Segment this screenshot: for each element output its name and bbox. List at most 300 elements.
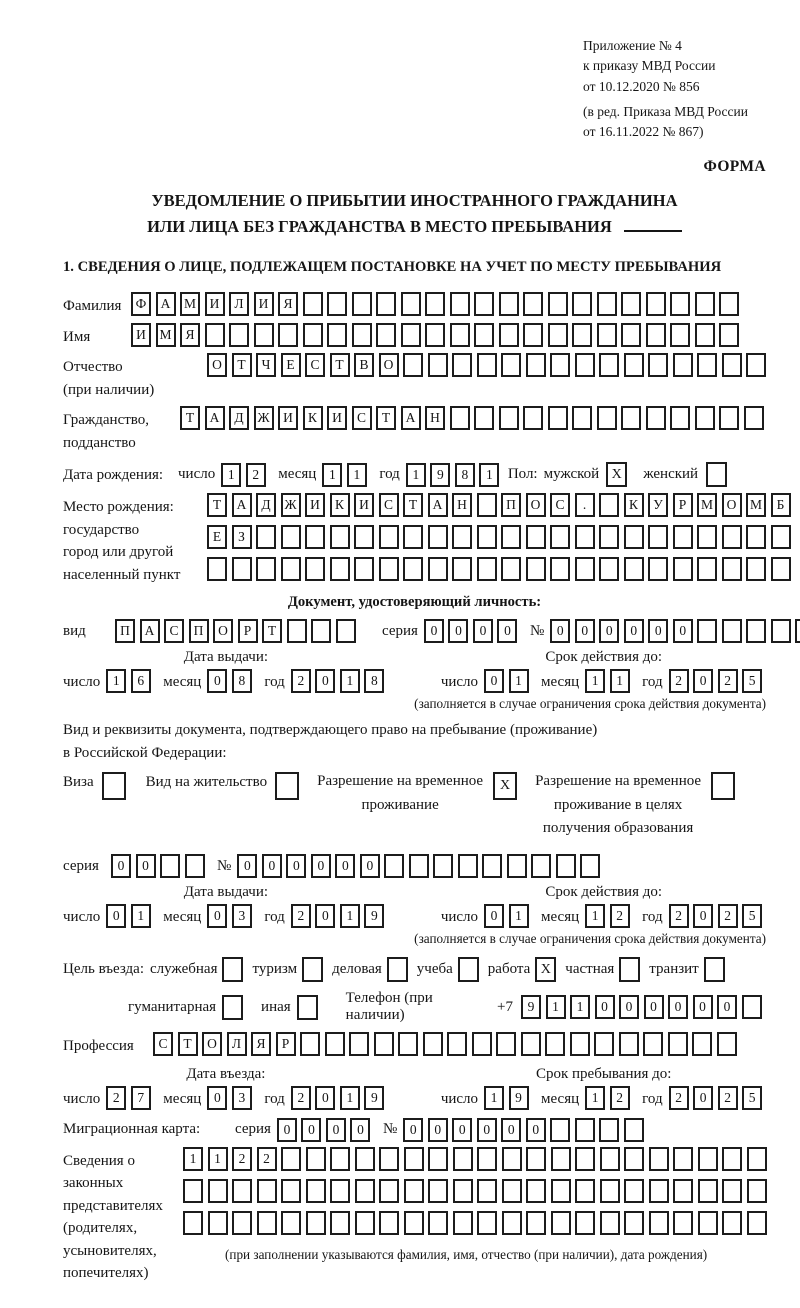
- surname-cell[interactable]: [597, 292, 617, 316]
- stay-expiry-day-cell[interactable]: 0: [484, 904, 504, 928]
- doc-number-cell[interactable]: 0: [550, 619, 570, 643]
- profession-cell[interactable]: [447, 1032, 467, 1056]
- issue-year-cell[interactable]: 2: [291, 669, 311, 693]
- temp-residence-edu-checkbox[interactable]: [711, 772, 735, 800]
- patronymic-cell[interactable]: Т: [232, 353, 252, 377]
- migration-number-cell[interactable]: [575, 1118, 595, 1142]
- citizenship-cell[interactable]: [646, 406, 666, 430]
- citizenship-cell[interactable]: [499, 406, 519, 430]
- entry-month-cell[interactable]: 3: [232, 1086, 252, 1110]
- representatives-cell[interactable]: [183, 1211, 203, 1235]
- citizenship-cell[interactable]: [719, 406, 739, 430]
- profession-cell[interactable]: [668, 1032, 688, 1056]
- profession-cell[interactable]: [300, 1032, 320, 1056]
- representatives-cell[interactable]: [649, 1179, 669, 1203]
- birth-place-cell[interactable]: [256, 557, 276, 581]
- citizenship-cell[interactable]: [548, 406, 568, 430]
- doc-number-cell[interactable]: [697, 619, 717, 643]
- birth-place-cell[interactable]: .: [575, 493, 595, 517]
- citizenship-cell[interactable]: К: [303, 406, 323, 430]
- issue-month-cell[interactable]: 0: [207, 669, 227, 693]
- phone-cell[interactable]: 0: [644, 995, 664, 1019]
- stay-expiry-year-cell[interactable]: 2: [669, 904, 689, 928]
- birth-place-cell[interactable]: [501, 557, 521, 581]
- birth-year-cell[interactable]: 9: [430, 463, 450, 487]
- representatives-cell[interactable]: [673, 1147, 693, 1171]
- stay-issue-month-cell[interactable]: 0: [207, 904, 227, 928]
- representatives-cell[interactable]: [306, 1147, 326, 1171]
- birth-place-cell[interactable]: [746, 525, 766, 549]
- representatives-cell[interactable]: [722, 1147, 742, 1171]
- birth-place-cell[interactable]: [477, 557, 497, 581]
- representatives-cell[interactable]: [257, 1179, 277, 1203]
- surname-cell[interactable]: [695, 292, 715, 316]
- stay-expiry-month-cell[interactable]: 1: [585, 904, 605, 928]
- representatives-cell[interactable]: [698, 1179, 718, 1203]
- citizenship-cell[interactable]: [597, 406, 617, 430]
- representatives-cell[interactable]: [330, 1147, 350, 1171]
- citizenship-cell[interactable]: Д: [229, 406, 249, 430]
- doc-number-cell[interactable]: 0: [648, 619, 668, 643]
- birth-place-cell[interactable]: А: [232, 493, 252, 517]
- birth-place-cell[interactable]: [207, 557, 227, 581]
- citizenship-cell[interactable]: Ж: [254, 406, 274, 430]
- birth-place-cell[interactable]: М: [746, 493, 766, 517]
- representatives-cell[interactable]: [232, 1179, 252, 1203]
- representatives-cell[interactable]: [649, 1211, 669, 1235]
- representatives-cell[interactable]: [526, 1179, 546, 1203]
- doc-kind-cell[interactable]: П: [189, 619, 209, 643]
- representatives-cell[interactable]: 1: [208, 1147, 228, 1171]
- doc-kind-cell[interactable]: А: [140, 619, 160, 643]
- representatives-cell[interactable]: [281, 1179, 301, 1203]
- birth-place-cell[interactable]: Т: [403, 493, 423, 517]
- given-name-cell[interactable]: [450, 323, 470, 347]
- doc-series-cell[interactable]: 0: [497, 619, 517, 643]
- profession-cell[interactable]: С: [153, 1032, 173, 1056]
- profession-cell[interactable]: О: [202, 1032, 222, 1056]
- birth-place-cell[interactable]: Н: [452, 493, 472, 517]
- stay-issue-year-cell[interactable]: 0: [315, 904, 335, 928]
- profession-cell[interactable]: Т: [178, 1032, 198, 1056]
- patronymic-cell[interactable]: [526, 353, 546, 377]
- profession-cell[interactable]: [398, 1032, 418, 1056]
- representatives-cell[interactable]: [747, 1147, 767, 1171]
- patronymic-cell[interactable]: [428, 353, 448, 377]
- stay-number-cell[interactable]: [482, 854, 502, 878]
- representatives-cell[interactable]: [404, 1147, 424, 1171]
- phone-cell[interactable]: 1: [546, 995, 566, 1019]
- stay-series-cell[interactable]: 0: [111, 854, 131, 878]
- doc-series-cell[interactable]: 0: [424, 619, 444, 643]
- representatives-cell[interactable]: [379, 1211, 399, 1235]
- birth-place-cell[interactable]: [648, 557, 668, 581]
- representatives-cell[interactable]: 2: [257, 1147, 277, 1171]
- sex-male-checkbox[interactable]: X: [606, 462, 627, 487]
- birth-place-cell[interactable]: [575, 525, 595, 549]
- given-name-cell[interactable]: [621, 323, 641, 347]
- patronymic-cell[interactable]: Т: [330, 353, 350, 377]
- profession-cell[interactable]: [717, 1032, 737, 1056]
- entry-year-cell[interactable]: 9: [364, 1086, 384, 1110]
- representatives-cell[interactable]: [477, 1147, 497, 1171]
- representatives-cell[interactable]: [428, 1211, 448, 1235]
- stay-number-cell[interactable]: 0: [237, 854, 257, 878]
- birth-place-cell[interactable]: [477, 525, 497, 549]
- stay-expiry-year-cell[interactable]: 2: [718, 904, 738, 928]
- visa-checkbox[interactable]: [102, 772, 126, 800]
- given-name-cell[interactable]: [376, 323, 396, 347]
- birth-place-cell[interactable]: [575, 557, 595, 581]
- profession-cell[interactable]: [692, 1032, 712, 1056]
- citizenship-cell[interactable]: А: [205, 406, 225, 430]
- representatives-cell[interactable]: [428, 1147, 448, 1171]
- representatives-cell[interactable]: [208, 1211, 228, 1235]
- surname-cell[interactable]: [425, 292, 445, 316]
- doc-number-cell[interactable]: 0: [575, 619, 595, 643]
- surname-cell[interactable]: А: [156, 292, 176, 316]
- given-name-cell[interactable]: [499, 323, 519, 347]
- migration-number-cell[interactable]: [599, 1118, 619, 1142]
- birth-place-cell[interactable]: К: [330, 493, 350, 517]
- doc-number-cell[interactable]: [746, 619, 766, 643]
- birth-place-cell[interactable]: [379, 525, 399, 549]
- birth-place-cell[interactable]: [452, 557, 472, 581]
- representatives-cell[interactable]: [502, 1147, 522, 1171]
- patronymic-cell[interactable]: [452, 353, 472, 377]
- birth-place-cell[interactable]: А: [428, 493, 448, 517]
- representatives-cell[interactable]: [722, 1211, 742, 1235]
- birth-place-cell[interactable]: [771, 525, 791, 549]
- entry-day-cell[interactable]: 7: [131, 1086, 151, 1110]
- stay-number-cell[interactable]: 0: [360, 854, 380, 878]
- representatives-cell[interactable]: [575, 1147, 595, 1171]
- temp-residence-checkbox[interactable]: X: [493, 772, 517, 800]
- representatives-cell[interactable]: [502, 1211, 522, 1235]
- stay-until-year-cell[interactable]: 2: [669, 1086, 689, 1110]
- birth-place-cell[interactable]: [428, 525, 448, 549]
- purpose-humanitarian-checkbox[interactable]: [222, 995, 243, 1020]
- surname-cell[interactable]: [327, 292, 347, 316]
- profession-cell[interactable]: [374, 1032, 394, 1056]
- stay-until-year-cell[interactable]: 0: [693, 1086, 713, 1110]
- expiry-day-cell[interactable]: 1: [509, 669, 529, 693]
- birth-place-cell[interactable]: Д: [256, 493, 276, 517]
- representatives-cell[interactable]: [330, 1179, 350, 1203]
- phone-cell[interactable]: 1: [570, 995, 590, 1019]
- issue-year-cell[interactable]: 1: [340, 669, 360, 693]
- citizenship-cell[interactable]: А: [401, 406, 421, 430]
- patronymic-cell[interactable]: [403, 353, 423, 377]
- given-name-cell[interactable]: [327, 323, 347, 347]
- representatives-cell[interactable]: [600, 1147, 620, 1171]
- citizenship-cell[interactable]: С: [352, 406, 372, 430]
- stay-issue-month-cell[interactable]: 3: [232, 904, 252, 928]
- representatives-cell[interactable]: [673, 1179, 693, 1203]
- doc-kind-cell[interactable]: Т: [262, 619, 282, 643]
- given-name-cell[interactable]: [303, 323, 323, 347]
- patronymic-cell[interactable]: [648, 353, 668, 377]
- given-name-cell[interactable]: [352, 323, 372, 347]
- stay-until-month-cell[interactable]: 2: [610, 1086, 630, 1110]
- stay-until-year-cell[interactable]: 2: [718, 1086, 738, 1110]
- stay-expiry-year-cell[interactable]: 0: [693, 904, 713, 928]
- stay-expiry-month-cell[interactable]: 2: [610, 904, 630, 928]
- issue-month-cell[interactable]: 8: [232, 669, 252, 693]
- stay-series-cell[interactable]: [160, 854, 180, 878]
- doc-series-cell[interactable]: 0: [473, 619, 493, 643]
- representatives-cell[interactable]: [575, 1179, 595, 1203]
- representatives-cell[interactable]: [624, 1147, 644, 1171]
- given-name-cell[interactable]: [670, 323, 690, 347]
- doc-kind-cell[interactable]: [336, 619, 356, 643]
- profession-cell[interactable]: [643, 1032, 663, 1056]
- birth-place-cell[interactable]: [232, 557, 252, 581]
- purpose-tourism-checkbox[interactable]: [302, 957, 323, 982]
- birth-place-cell[interactable]: [403, 525, 423, 549]
- given-name-cell[interactable]: [695, 323, 715, 347]
- migration-series-cell[interactable]: 0: [277, 1118, 297, 1142]
- citizenship-cell[interactable]: Т: [376, 406, 396, 430]
- given-name-cell[interactable]: [278, 323, 298, 347]
- citizenship-cell[interactable]: [474, 406, 494, 430]
- birth-year-cell[interactable]: 1: [406, 463, 426, 487]
- profession-cell[interactable]: Р: [276, 1032, 296, 1056]
- birth-place-cell[interactable]: С: [379, 493, 399, 517]
- stay-series-cell[interactable]: [185, 854, 205, 878]
- phone-cell[interactable]: 9: [521, 995, 541, 1019]
- expiry-month-cell[interactable]: 1: [610, 669, 630, 693]
- birth-place-cell[interactable]: [624, 557, 644, 581]
- migration-series-cell[interactable]: 0: [350, 1118, 370, 1142]
- profession-cell[interactable]: [545, 1032, 565, 1056]
- doc-kind-cell[interactable]: [287, 619, 307, 643]
- citizenship-cell[interactable]: [621, 406, 641, 430]
- surname-cell[interactable]: [646, 292, 666, 316]
- migration-number-cell[interactable]: 0: [452, 1118, 472, 1142]
- doc-number-cell[interactable]: 0: [599, 619, 619, 643]
- surname-cell[interactable]: [621, 292, 641, 316]
- citizenship-cell[interactable]: [450, 406, 470, 430]
- issue-year-cell[interactable]: 0: [315, 669, 335, 693]
- representatives-cell[interactable]: [526, 1211, 546, 1235]
- profession-cell[interactable]: [619, 1032, 639, 1056]
- given-name-cell[interactable]: М: [156, 323, 176, 347]
- doc-kind-cell[interactable]: С: [164, 619, 184, 643]
- purpose-study-checkbox[interactable]: [458, 957, 479, 982]
- migration-number-cell[interactable]: 0: [477, 1118, 497, 1142]
- birth-place-cell[interactable]: [452, 525, 472, 549]
- purpose-private-checkbox[interactable]: [619, 957, 640, 982]
- patronymic-cell[interactable]: О: [379, 353, 399, 377]
- representatives-cell[interactable]: [232, 1211, 252, 1235]
- stay-until-year-cell[interactable]: 5: [742, 1086, 762, 1110]
- birth-place-cell[interactable]: [722, 557, 742, 581]
- representatives-cell[interactable]: [404, 1179, 424, 1203]
- doc-kind-cell[interactable]: Р: [238, 619, 258, 643]
- birth-place-cell[interactable]: [354, 557, 374, 581]
- patronymic-cell[interactable]: [746, 353, 766, 377]
- surname-cell[interactable]: Ф: [131, 292, 151, 316]
- birth-place-cell[interactable]: [256, 525, 276, 549]
- representatives-cell[interactable]: [600, 1179, 620, 1203]
- migration-number-cell[interactable]: 0: [501, 1118, 521, 1142]
- representatives-cell[interactable]: [404, 1211, 424, 1235]
- birth-place-cell[interactable]: [697, 525, 717, 549]
- representatives-cell[interactable]: [281, 1147, 301, 1171]
- profession-cell[interactable]: [570, 1032, 590, 1056]
- given-name-cell[interactable]: [646, 323, 666, 347]
- stay-number-cell[interactable]: [384, 854, 404, 878]
- phone-cell[interactable]: 0: [693, 995, 713, 1019]
- representatives-cell[interactable]: [355, 1147, 375, 1171]
- issue-day-cell[interactable]: 6: [131, 669, 151, 693]
- stay-until-month-cell[interactable]: 1: [585, 1086, 605, 1110]
- birth-place-cell[interactable]: Р: [673, 493, 693, 517]
- representatives-cell[interactable]: [330, 1211, 350, 1235]
- representatives-cell[interactable]: [379, 1147, 399, 1171]
- birth-place-cell[interactable]: [648, 525, 668, 549]
- patronymic-cell[interactable]: [477, 353, 497, 377]
- given-name-cell[interactable]: [229, 323, 249, 347]
- purpose-transit-checkbox[interactable]: [704, 957, 725, 982]
- birth-place-cell[interactable]: [379, 557, 399, 581]
- stay-issue-year-cell[interactable]: 9: [364, 904, 384, 928]
- birth-place-cell[interactable]: [550, 525, 570, 549]
- patronymic-cell[interactable]: Е: [281, 353, 301, 377]
- patronymic-cell[interactable]: [599, 353, 619, 377]
- doc-number-cell[interactable]: [795, 619, 800, 643]
- birth-place-cell[interactable]: О: [526, 493, 546, 517]
- entry-day-cell[interactable]: 2: [106, 1086, 126, 1110]
- representatives-cell[interactable]: [355, 1179, 375, 1203]
- surname-cell[interactable]: Я: [278, 292, 298, 316]
- citizenship-cell[interactable]: [744, 406, 764, 430]
- entry-year-cell[interactable]: 0: [315, 1086, 335, 1110]
- citizenship-cell[interactable]: Н: [425, 406, 445, 430]
- profession-cell[interactable]: [496, 1032, 516, 1056]
- doc-kind-cell[interactable]: П: [115, 619, 135, 643]
- surname-cell[interactable]: [572, 292, 592, 316]
- birth-place-cell[interactable]: Е: [207, 525, 227, 549]
- surname-cell[interactable]: М: [180, 292, 200, 316]
- birth-place-cell[interactable]: Т: [207, 493, 227, 517]
- expiry-month-cell[interactable]: 1: [585, 669, 605, 693]
- birth-place-cell[interactable]: [599, 557, 619, 581]
- birth-place-cell[interactable]: [526, 557, 546, 581]
- birth-place-cell[interactable]: [673, 557, 693, 581]
- phone-cell[interactable]: 0: [668, 995, 688, 1019]
- stay-number-cell[interactable]: [507, 854, 527, 878]
- entry-year-cell[interactable]: 2: [291, 1086, 311, 1110]
- birth-month-cell[interactable]: 1: [347, 463, 367, 487]
- given-name-cell[interactable]: [205, 323, 225, 347]
- representatives-cell[interactable]: [257, 1211, 277, 1235]
- birth-place-cell[interactable]: [354, 525, 374, 549]
- purpose-work-checkbox[interactable]: X: [535, 957, 556, 982]
- given-name-cell[interactable]: [474, 323, 494, 347]
- given-name-cell[interactable]: [254, 323, 274, 347]
- purpose-other-checkbox[interactable]: [297, 995, 318, 1020]
- surname-cell[interactable]: [474, 292, 494, 316]
- surname-cell[interactable]: [303, 292, 323, 316]
- representatives-cell[interactable]: [649, 1147, 669, 1171]
- surname-cell[interactable]: [450, 292, 470, 316]
- profession-cell[interactable]: [423, 1032, 443, 1056]
- patronymic-cell[interactable]: О: [207, 353, 227, 377]
- representatives-cell[interactable]: [306, 1211, 326, 1235]
- representatives-cell[interactable]: [379, 1179, 399, 1203]
- birth-place-cell[interactable]: [526, 525, 546, 549]
- stay-number-cell[interactable]: 0: [262, 854, 282, 878]
- profession-cell[interactable]: [472, 1032, 492, 1056]
- phone-cell[interactable]: [742, 995, 762, 1019]
- stay-issue-day-cell[interactable]: 1: [131, 904, 151, 928]
- stay-number-cell[interactable]: [556, 854, 576, 878]
- given-name-cell[interactable]: Я: [180, 323, 200, 347]
- stay-issue-year-cell[interactable]: 2: [291, 904, 311, 928]
- representatives-cell[interactable]: [722, 1179, 742, 1203]
- birth-place-cell[interactable]: [722, 525, 742, 549]
- stay-number-cell[interactable]: 0: [335, 854, 355, 878]
- representatives-cell[interactable]: [183, 1179, 203, 1203]
- profession-cell[interactable]: Я: [251, 1032, 271, 1056]
- given-name-cell[interactable]: [548, 323, 568, 347]
- representatives-cell[interactable]: [575, 1211, 595, 1235]
- patronymic-cell[interactable]: [624, 353, 644, 377]
- sex-female-checkbox[interactable]: [706, 462, 727, 487]
- expiry-day-cell[interactable]: 0: [484, 669, 504, 693]
- profession-cell[interactable]: [349, 1032, 369, 1056]
- purpose-official-checkbox[interactable]: [222, 957, 243, 982]
- citizenship-cell[interactable]: [572, 406, 592, 430]
- representatives-cell[interactable]: [453, 1179, 473, 1203]
- representatives-cell[interactable]: [551, 1147, 571, 1171]
- representatives-cell[interactable]: [281, 1211, 301, 1235]
- citizenship-cell[interactable]: И: [278, 406, 298, 430]
- surname-cell[interactable]: [401, 292, 421, 316]
- birth-place-cell[interactable]: [281, 557, 301, 581]
- birth-place-cell[interactable]: [477, 493, 497, 517]
- citizenship-cell[interactable]: Т: [180, 406, 200, 430]
- migration-number-cell[interactable]: 0: [403, 1118, 423, 1142]
- stay-number-cell[interactable]: 0: [311, 854, 331, 878]
- birth-place-cell[interactable]: М: [697, 493, 717, 517]
- representatives-cell[interactable]: [502, 1179, 522, 1203]
- surname-cell[interactable]: [499, 292, 519, 316]
- expiry-year-cell[interactable]: 5: [742, 669, 762, 693]
- surname-cell[interactable]: [548, 292, 568, 316]
- doc-number-cell[interactable]: [771, 619, 791, 643]
- doc-number-cell[interactable]: 0: [624, 619, 644, 643]
- birth-place-cell[interactable]: К: [624, 493, 644, 517]
- phone-cell[interactable]: 0: [717, 995, 737, 1019]
- birth-place-cell[interactable]: [403, 557, 423, 581]
- doc-number-cell[interactable]: [722, 619, 742, 643]
- representatives-cell[interactable]: [698, 1211, 718, 1235]
- birth-year-cell[interactable]: 8: [455, 463, 475, 487]
- representatives-cell[interactable]: [698, 1147, 718, 1171]
- representatives-cell[interactable]: [551, 1179, 571, 1203]
- representatives-cell[interactable]: [355, 1211, 375, 1235]
- given-name-cell[interactable]: [523, 323, 543, 347]
- patronymic-cell[interactable]: [501, 353, 521, 377]
- birth-place-cell[interactable]: [281, 525, 301, 549]
- stay-number-cell[interactable]: 0: [286, 854, 306, 878]
- migration-number-cell[interactable]: [550, 1118, 570, 1142]
- surname-cell[interactable]: Л: [229, 292, 249, 316]
- migration-series-cell[interactable]: 0: [301, 1118, 321, 1142]
